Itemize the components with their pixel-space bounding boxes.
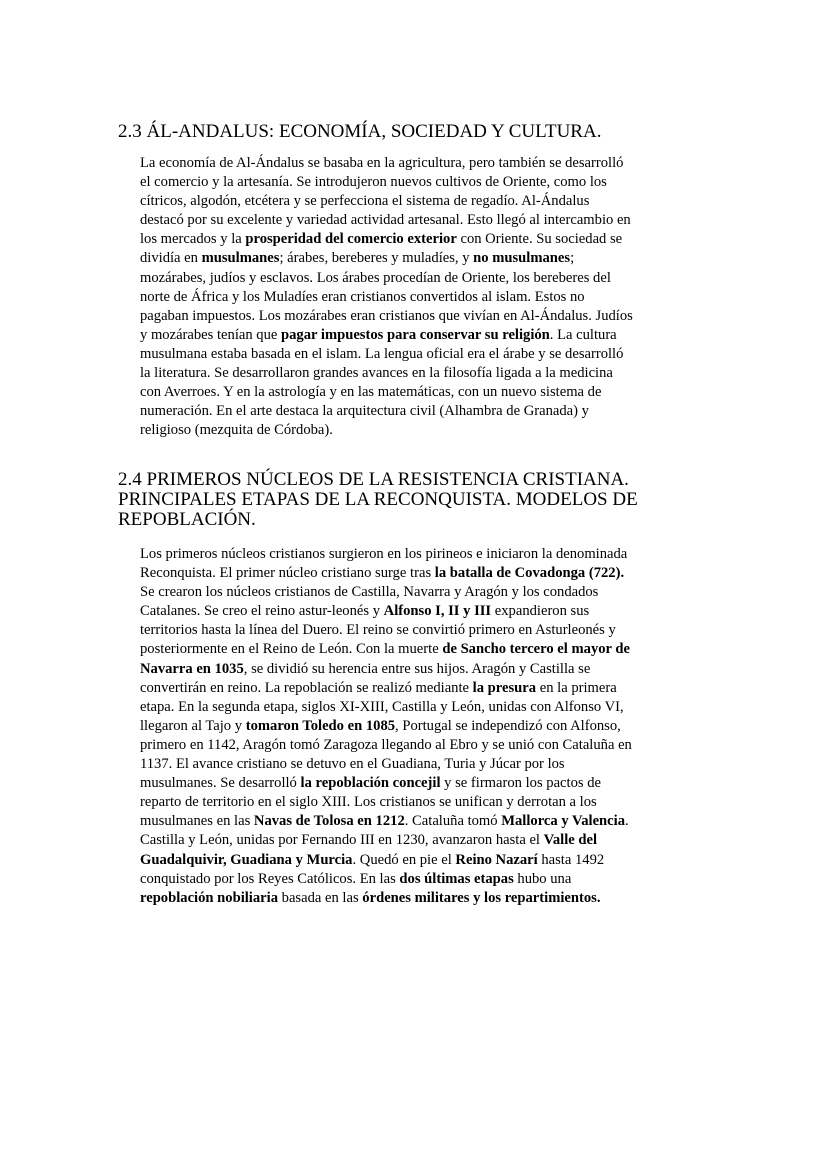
bold-text: Mallorca y Valencia: [501, 813, 625, 830]
section-title-line: REPOBLACIÓN.: [118, 509, 256, 530]
text-run: . La cultura: [549, 326, 617, 343]
text-run: Reconquista. El primer núcleo cristiano surge tras: [140, 565, 435, 582]
text-line: [140, 774, 710, 793]
text-run: los mercados y la: [140, 231, 246, 248]
text-run: con Oriente. Su sociedad se: [456, 231, 623, 248]
text-line: [140, 230, 710, 249]
text-line: [140, 602, 710, 621]
text-run: , se dividió su herencia entre sus hijos. Aragón y Castilla se: [243, 660, 591, 677]
text-run: La economía de Al-Ándalus se basaba en la agricultura, pero también se desarrolló: [140, 155, 624, 171]
section-title-reconquista: [118, 470, 678, 530]
text-line: [140, 326, 710, 345]
bold-text: Alfonso I, II y III: [383, 603, 492, 620]
text-line: [140, 269, 710, 288]
text-line: [140, 889, 710, 908]
paragraph-reconquista: [140, 545, 710, 908]
text-run: Castilla y León, unidas por Fernando III en 1230, avanzaron hasta el: [140, 832, 544, 849]
text-line: [140, 640, 710, 659]
text-line: [140, 307, 710, 326]
text-run: cítricos, algodón, etcétera y se perfecciona el sistema de regadío. Al-Ándalus: [140, 193, 590, 210]
text-run: hasta 1492: [537, 851, 605, 868]
text-run: y mozárabes tenían que: [140, 326, 282, 343]
text-run: primero en 1142, Aragón tomó Zaragoza llegando al Ebro y se unió con Cataluña en: [140, 736, 632, 753]
bold-text: Valle del: [543, 832, 598, 849]
text-run: reparto de territorio en el siglo XIII. Los cristianos se unifican y derrotan a los: [140, 794, 597, 811]
text-line: [140, 192, 710, 211]
text-line: [140, 564, 710, 583]
section-title-al-andalus: 2.3 ÁL-ANDALUS: ECONOMÍA, SOCIEDAD Y CULTURA.: [118, 121, 602, 142]
text-line: [140, 345, 710, 364]
text-run: Catalanes. Se creo el reino astur-leonés y: [140, 603, 384, 620]
text-run: hubo una: [513, 870, 572, 887]
bold-text: Navarra en 1035: [140, 660, 244, 677]
bold-text: la batalla de Covadonga (722).: [434, 565, 625, 582]
text-line: [140, 583, 710, 602]
text-run: musulmanes en las: [140, 813, 254, 830]
text-line: [140, 812, 710, 831]
bold-text: musulmanes: [201, 250, 280, 267]
paragraph-al-andalus: [140, 154, 710, 440]
bold-text: no musulmanes: [473, 250, 571, 267]
text-line: [140, 736, 710, 755]
text-run: etapa. En la segunda etapa, siglos XI-XIII, Castilla y León, unidas con Alfonso VI,: [140, 698, 624, 715]
text-line: [140, 545, 710, 564]
section-title-line: 2.4 PRIMEROS NÚCLEOS DE LA RESISTENCIA CRISTIANA.: [118, 469, 629, 490]
text-line: [140, 154, 710, 173]
text-line: [140, 621, 710, 640]
text-run: Los primeros núcleos cristianos surgieron en los pirineos e iniciaron la denominada: [140, 546, 628, 562]
text-run: llegaron al Tajo y: [140, 717, 246, 734]
text-run: religioso (mezquita de Córdoba).: [140, 422, 333, 439]
text-line: [140, 870, 710, 889]
text-line: [140, 717, 710, 736]
text-run: numeración. En el arte destaca la arquitectura civil (Alhambra de Granada) y: [140, 403, 589, 420]
text-line: [140, 288, 710, 307]
text-run: posteriormente en el Reino de León. Con la muerte: [140, 641, 443, 658]
bold-text: Reino Nazarí: [455, 851, 538, 868]
text-run: .: [625, 813, 629, 830]
text-run: conquistado por los Reyes Católicos. En las: [140, 870, 400, 887]
text-run: y se firmaron los pactos de: [440, 775, 601, 792]
text-run: ; árabes, bereberes y muladíes, y: [279, 250, 474, 267]
text-run: la literatura. Se desarrollaron grandes avances en la filosofía ligada a la medicina: [140, 365, 613, 382]
text-run: dividía en: [140, 250, 202, 267]
text-run: . Quedó en pie el: [352, 851, 456, 868]
text-run: mozárabes, judíos y esclavos. Los árabes procedían de Oriente, los bereberes del: [140, 269, 611, 286]
bold-text: Navas de Tolosa en 1212: [253, 813, 405, 830]
bold-text: pagar impuestos para conservar su religión: [281, 326, 550, 343]
text-run: , Portugal se independizó con Alfonso,: [395, 717, 621, 734]
text-line: [140, 831, 710, 850]
text-line: [140, 402, 710, 421]
text-run: ;: [570, 250, 575, 267]
text-run: expandieron sus: [491, 603, 590, 620]
bold-text: órdenes militares y los repartimientos.: [362, 889, 601, 906]
text-line: [140, 211, 710, 230]
section-title-line: PRINCIPALES ETAPAS DE LA RECONQUISTA. MODELOS DE: [118, 489, 638, 510]
bold-text: tomaron Toledo en 1085: [245, 717, 396, 734]
text-line: [140, 793, 710, 812]
text-run: 1137. El avance cristiano se detuvo en el Guadiana, Turia y Júcar por los: [140, 756, 565, 773]
text-run: en la primera: [536, 679, 617, 696]
text-line: [140, 698, 710, 717]
text-run: convertirán en reino. La repoblación se realizó mediante: [140, 679, 473, 696]
text-run: musulmanes. Se desarrolló: [140, 775, 301, 792]
text-run: basada en las: [278, 889, 363, 906]
bold-text: la repoblación concejil: [300, 775, 441, 792]
text-line: [140, 173, 710, 192]
bold-text: Guadalquivir, Guadiana y Murcia: [140, 851, 353, 868]
text-run: Se crearon los núcleos cristianos de Castilla, Navarra y Aragón y los condados: [140, 584, 599, 601]
text-run: el comercio y la artesanía. Se introdujeron nuevos cultivos de Oriente, como los: [140, 174, 607, 191]
bold-text: repoblación nobiliaria: [140, 889, 278, 906]
text-line: [140, 421, 710, 440]
text-run: con Averroes. Y en la astrología y en las matemáticas, con un nuevo sistema de: [140, 384, 602, 401]
text-line: [140, 383, 710, 402]
text-line: [140, 660, 710, 679]
text-run: pagaban impuestos. Los mozárabes eran cristianos que vivían en Al-Ándalus. Judíos: [140, 307, 633, 324]
text-run: . Cataluña tomó: [404, 813, 502, 830]
text-run: territorios hasta la línea del Duero. El reino se convirtió primero en Asturleonés y: [140, 622, 616, 639]
bold-text: de Sancho tercero el mayor de: [442, 641, 630, 658]
text-run: norte de África y los Muladíes eran cristianos convertidos al islam. Estos no: [140, 288, 585, 305]
text-run: destacó por su excelente y variedad actividad artesanal. Esto llegó al intercambio en: [140, 212, 631, 229]
text-line: [140, 364, 710, 383]
text-line: [140, 755, 710, 774]
text-line: [140, 679, 710, 698]
bold-text: prosperidad del comercio exterior: [245, 231, 457, 248]
bold-text: la presura: [472, 679, 537, 696]
text-run: musulmana estaba basada en el islam. La lengua oficial era el árabe y se desarrolló: [140, 345, 624, 362]
bold-text: dos últimas etapas: [399, 870, 514, 887]
text-line: [140, 249, 710, 268]
text-line: [140, 851, 710, 870]
